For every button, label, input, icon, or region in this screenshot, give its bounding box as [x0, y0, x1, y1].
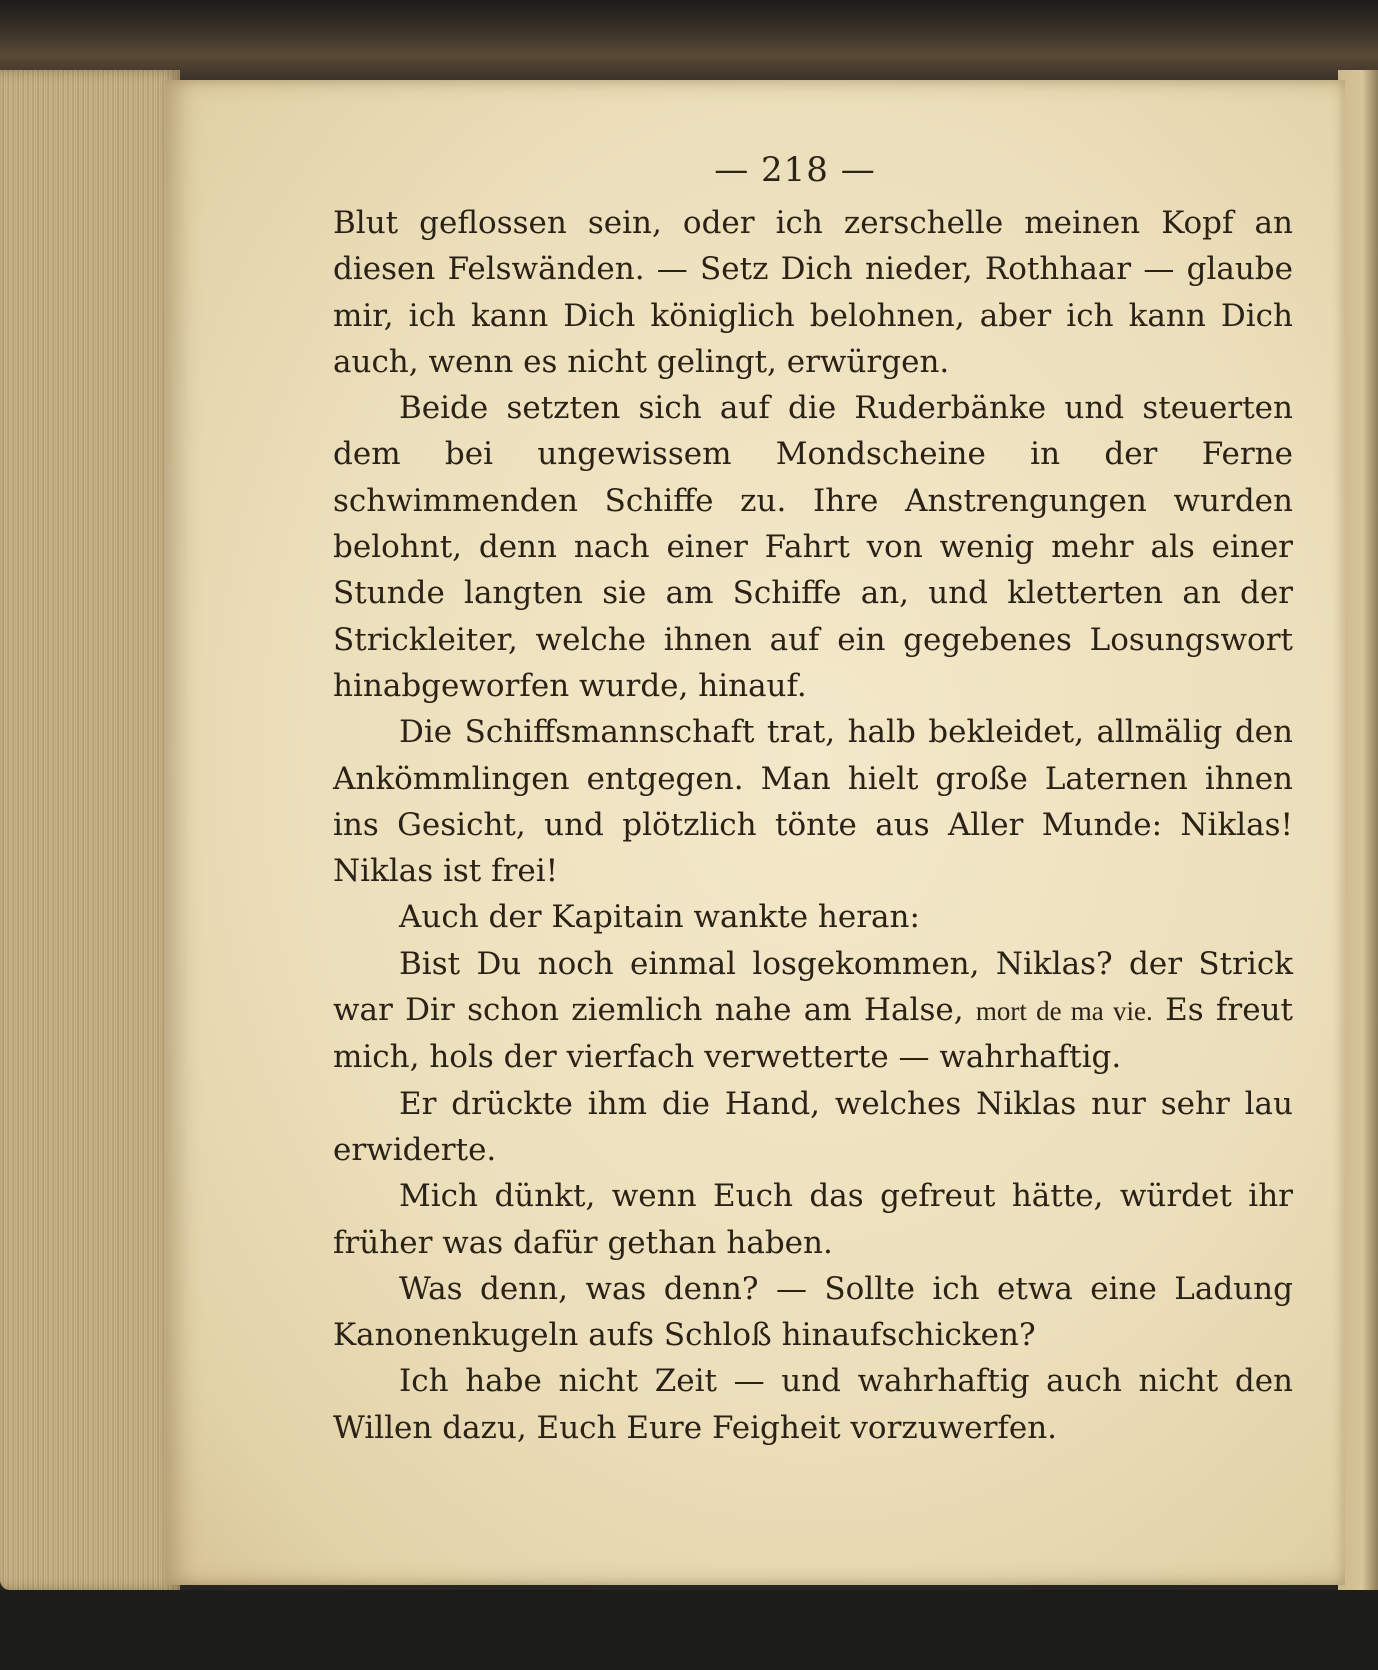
paragraph-2: Beide setzten sich auf die Ruderbänke und steuerten dem bei ungewissem Mondscheine in der Ferne schwimmenden Schiffe zu. Ihre Anstrengungen wurden belohnt, denn nach einer Fahrt von wenig mehr als einer Stunde langten sie am Schiffe an, und kletterten an der Strickleiter, welche ihnen auf ein gegebenes Losungswort hinabgeworfen wurde, hinauf. [333, 390, 1293, 704]
paragraph-5-start: Bist Du noch einmal losgekommen, Niklas? der Strick war Dir schon ziemlich nahe am Halse, [333, 945, 1293, 1029]
book-binding [0, 0, 1378, 80]
paragraph-7: Mich dünkt, wenn Euch das gefreut hätte, würdet ihr früher was dafür gethan haben. [333, 1178, 1293, 1261]
paragraph-9: Ich habe nicht Zeit — und wahrhaftig auch nicht den Willen dazu, Euch Eure Feigheit vorzuwerfen. [333, 1363, 1293, 1446]
book-page [165, 80, 1345, 1585]
paragraph-4: Auch der Kapitain wankte heran: [399, 899, 920, 936]
scan-background [0, 1590, 1378, 1670]
paragraph-6: Er drückte ihm die Hand, welches Niklas nur sehr lau erwiderte. [333, 1085, 1293, 1168]
page-number: — 218 — [714, 150, 876, 190]
paragraph-8: Was denn, was denn? — Sollte ich etwa eine Ladung Kanonenkugeln aufs Schloß hinaufschicken? [333, 1270, 1293, 1354]
french-phrase: mort de ma vie. [975, 996, 1153, 1027]
paragraph-5 [333, 941, 1293, 1081]
page-edges [0, 70, 180, 1590]
body-text [333, 200, 1293, 1451]
paragraph-3: Die Schiffsmannschaft trat, halb bekleidet, allmälig den Ankömmlingen entgegen. Man hielt große Laternen ihnen ins Gesicht, und plötzlich tönte aus Aller Munde: Niklas! Niklas ist frei! [333, 714, 1293, 890]
paragraph-1: Blut geflossen sein, oder ich zerschelle meinen Kopf an diesen Felswänden. — Setz Dich nieder, Rothhaar — glaube mir, ich kann Dich königlich belohnen, aber ich kann Dich auch, wenn es nicht gelingt, erwürgen. [333, 205, 1293, 380]
paragraph-5-end: Es freut mich, hols der vierfach verwetterte — wahrhaftig. [333, 992, 1293, 1076]
